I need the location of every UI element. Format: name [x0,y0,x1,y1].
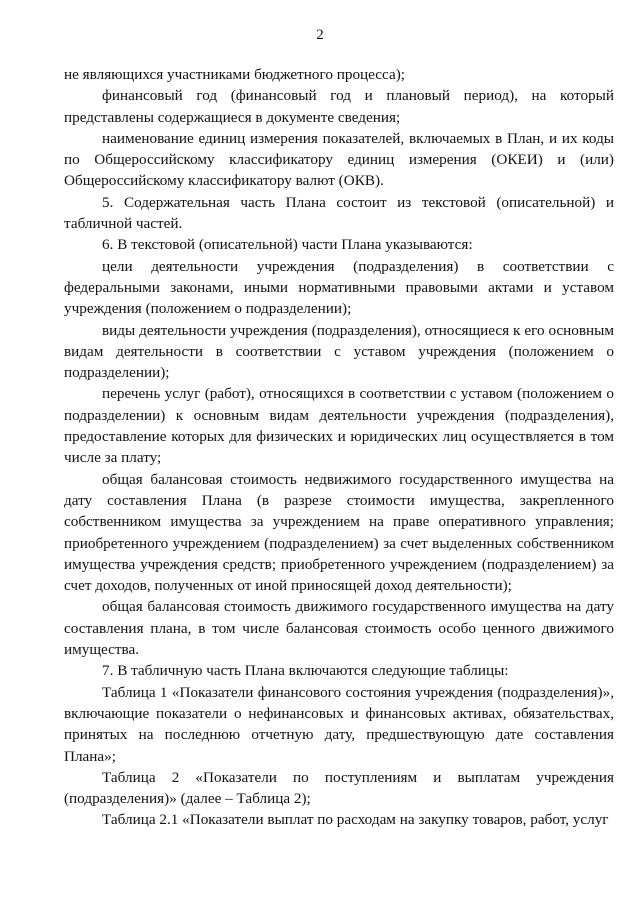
paragraph-units-of-measure: наименование единиц измерения показателей, включаемых в План, и их коды по Общероссийскому классификатору единиц измерения (ОКЕИ) и (или) Общероссийскому классификатору валют (ОКВ). [64,129,614,190]
paragraph-continuation: не являющихся участниками бюджетного процесса); [64,66,405,83]
paragraph-services-list: перечень услуг (работ), относящихся в соответствии с уставом (положением о подразделении) к основным видам деятельности учреждения (подразделения), предоставление которых для физических и юридических лиц осуществляется в том числе за плату; [64,385,614,467]
paragraph-activity-types: виды деятельности учреждения (подразделения), относящиеся к его основным видам деятельности в соответствии с уставом учреждения (положением о подразделении); [64,321,614,382]
paragraph-table-2: Таблица 2 «Показатели по поступлениям и выплатам учреждения (подразделения)» (далее – Таблица 2); [64,768,614,808]
paragraph-item-6: 6. В текстовой (описательной) части Плана указываются: [102,236,473,254]
paragraph-item-5: 5. Содержательная часть Плана состоит из текстовой (описательной) и табличной частей. [64,193,614,233]
document-body [64,64,614,831]
paragraph-real-estate-value: общая балансовая стоимость недвижимого государственного имущества на дату составления Плана (в разрезе стоимости имущества, закрепленного собственником имущества за учреждением на праве оперативного управления; приобретенного учреждением (подразделением) за счет выделенных собственником имущества учреждения средств; приобретенного учреждением (подразделением) за счет доходов, полученных от иной приносящей доход деятельности); [64,470,614,595]
paragraph-goals: цели деятельности учреждения (подразделения) в соответствии с федеральными законами, иными нормативными правовыми актами и уставом учреждения (положением о подразделении); [64,257,614,318]
page-number: 2 [316,27,324,43]
paragraph-financial-year: финансовый год (финансовый год и плановый период), на который представлены содержащиеся в документе сведения; [64,87,614,126]
paragraph-movable-property-value: общая балансовая стоимость движимого государственного имущества на дату составления плана, в том числе балансовая стоимость особо ценного движимого имущества. [64,598,614,659]
paragraph-table-1: Таблица 1 «Показатели финансового состояния учреждения (подразделения)», включающие показатели о нефинансовых и финансовых активах, обязательствах, принятых на последнюю отчетную дату, предшествующую дате составления Плана»; [64,683,614,765]
paragraph-item-7: 7. В табличную часть Плана включаются следующие таблицы: [102,662,509,680]
paragraph-table-2-1: Таблица 2.1 «Показатели выплат по расходам на закупку товаров, работ, услуг [102,811,609,829]
